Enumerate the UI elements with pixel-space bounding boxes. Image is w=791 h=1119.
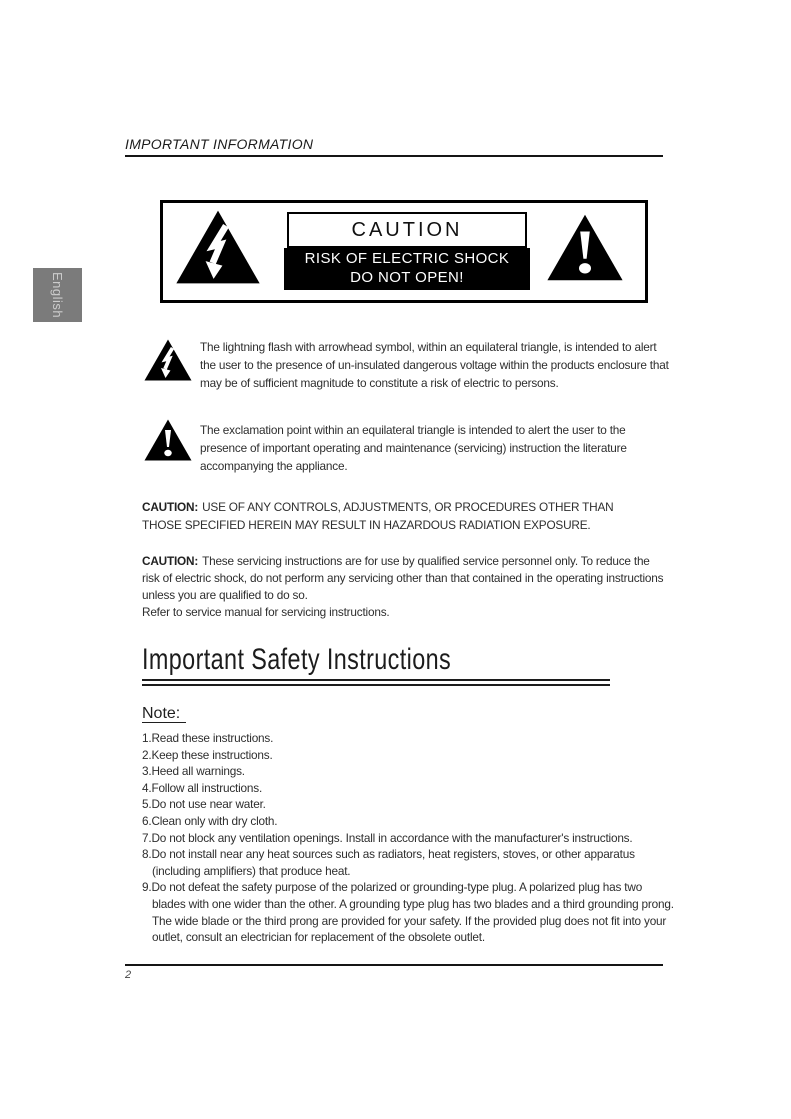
list-item: 7.Do not block any ventilation openings. Install in accordance with the manufacturer's instructions. <box>142 830 633 845</box>
list-item: 5.Do not use near water. <box>142 797 266 812</box>
lightning-arrow-triangle-icon <box>173 208 263 286</box>
language-tab-english <box>33 268 82 322</box>
page-number: 2 <box>125 969 132 981</box>
exclamation-symbol-note: The exclamation point within an equilateral triangle is intended to alert the user to the presence of important operating and maintenance (servicing) instruction the literature accompanying the appliance. <box>200 423 627 473</box>
lightning-arrow-triangle-icon <box>143 333 193 387</box>
caution-banner-title: CAUTION <box>287 212 527 248</box>
risk-line-1: RISK OF ELECTRIC SHOCK <box>304 250 510 267</box>
note-label-wrap <box>142 705 186 723</box>
caution-label: CAUTION: <box>142 554 199 568</box>
risk-of-shock-box <box>284 248 530 290</box>
caution-text: USE OF ANY CONTROLS, ADJUSTMENTS, OR PROCEDURES OTHER THAN THOSE SPECIFIED HEREIN MAY RESULT IN HAZARDOUS RADIATION EXPOSURE. <box>142 500 614 532</box>
safety-instructions-list <box>142 730 678 946</box>
caution-radiation-paragraph <box>142 499 642 534</box>
footer-rule <box>125 964 663 966</box>
caution-text: These servicing instructions are for use by qualified service personnel only. To reduce the risk of electric shock, do not perform any servicing other than that contained in the operating instructions unless you are qualified to do so. <box>142 554 664 602</box>
list-item: 2.Keep these instructions. <box>142 747 273 762</box>
list-item: 9.Do not defeat the safety purpose of the polarized or grounding-type plug. A polarized plug has two blades with one wider than the other. A grounding type plug has two blades and a third grounding prong. The wide blade or the third prong are provided for your safety. If the provided plug does not fit into your outlet, consult an electrician for replacement of the obsolete outlet. <box>142 880 674 945</box>
caution-banner-center <box>284 212 530 290</box>
exclamation-triangle-icon <box>143 412 193 468</box>
list-item: 4.Follow all instructions. <box>142 780 263 795</box>
caution-banner <box>160 200 648 303</box>
caution-label: CAUTION: <box>142 500 199 514</box>
list-item: 1.Read these instructions. <box>142 731 274 745</box>
risk-line-2: DO NOT OPEN! <box>350 269 464 286</box>
caution-servicing-body <box>142 553 670 604</box>
page-title: IMPORTANT INFORMATION <box>125 136 314 152</box>
section-title-underline <box>142 645 610 686</box>
section-title: Important Safety Instructions <box>142 643 452 676</box>
list-item: 8.Do not install near any heat sources such as radiators, heat registers, stoves, or other apparatus (including amplifiers) that produce heat. <box>142 847 635 878</box>
note-label: Note: <box>142 705 186 723</box>
exclamation-triangle-icon <box>545 209 625 286</box>
refer-to-service-manual-line: Refer to service manual for servicing instructions. <box>142 605 390 619</box>
list-item: 3.Heed all warnings. <box>142 764 245 779</box>
caution-servicing-paragraph <box>142 553 670 621</box>
header-rule <box>125 155 663 157</box>
list-item: 6.Clean only with dry cloth. <box>142 813 278 828</box>
language-tab-label: English <box>50 271 65 319</box>
lightning-symbol-note: The lightning flash with arrowhead symbol, within an equilateral triangle, is intended to alert the user to the presence of un-insulated dangerous voltage within the products enclosure that may be of sufficient magnitude to constitute a risk of electric to persons. <box>200 340 669 390</box>
